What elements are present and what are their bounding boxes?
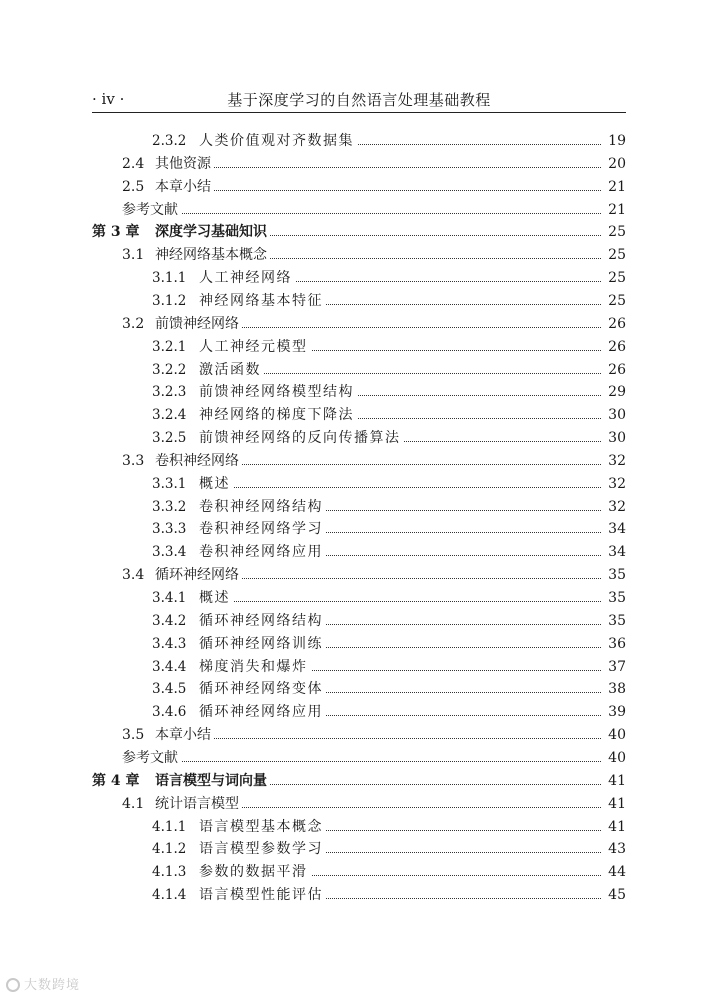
watermark-text: 大数跨境 (24, 978, 81, 993)
toc-entry-title: 循环神经网络 (155, 564, 242, 586)
toc-entry[interactable] (0, 153, 715, 175)
toc-entry-page: 43 (602, 838, 626, 860)
toc-entry[interactable] (0, 656, 715, 678)
toc-entry-number: 2.3.2 (152, 133, 187, 149)
toc-entry-page: 25 (602, 221, 626, 243)
toc-entry[interactable] (0, 564, 715, 586)
toc-entry-number: 3.5 (122, 727, 145, 744)
toc-entry-page: 37 (602, 656, 626, 678)
toc-entry-page: 21 (602, 199, 626, 221)
toc-entry-number: 3.3.2 (152, 498, 187, 515)
toc-entry[interactable] (0, 587, 715, 609)
toc-entry-title: 语言模型基本概念 (199, 816, 326, 838)
toc-entry-number: 3.4.2 (152, 612, 187, 629)
toc-entry-number: 3.1.1 (152, 270, 187, 287)
toc-entry-page: 26 (602, 359, 626, 381)
toc-entry-title: 卷积神经网络 (155, 450, 242, 472)
toc-entry-page: 41 (602, 816, 626, 838)
toc-entry-page: 45 (602, 884, 626, 906)
toc-entry[interactable] (0, 359, 715, 381)
toc-entry[interactable] (0, 290, 715, 312)
header-page-number: · iv · (92, 90, 125, 108)
header-rule (92, 112, 626, 113)
toc-entry[interactable] (0, 221, 715, 243)
toc-entry-title: 循环神经网络结构 (199, 610, 326, 632)
toc-entry[interactable] (0, 884, 715, 906)
toc-entry[interactable] (0, 336, 715, 358)
toc-entry-title: 统计语言模型 (155, 793, 242, 815)
toc-entry-page: 25 (602, 267, 626, 289)
toc-entry-title: 人类价值观对齐数据集 (199, 130, 357, 152)
toc-entry-title: 语言模型参数学习 (199, 838, 326, 860)
toc-entry[interactable] (0, 313, 715, 335)
toc-entry-title: 前馈神经网络的反向传播算法 (199, 427, 404, 449)
toc-dot-leader (155, 167, 609, 168)
toc-entry-page: 35 (602, 587, 626, 609)
toc-entry-number: 3.1 (122, 247, 145, 264)
toc-entry-page: 21 (602, 176, 626, 198)
toc-entry-page: 41 (602, 793, 626, 815)
toc-entry[interactable] (0, 816, 715, 838)
toc-entry-page: 38 (602, 678, 626, 700)
toc-entry-number: 3.2 (122, 315, 145, 332)
toc-entry-title: 循环神经网络变体 (199, 678, 326, 700)
toc-dot-leader (155, 190, 609, 191)
toc-entry-number: 3.2.5 (152, 430, 187, 447)
toc-entry[interactable] (0, 793, 715, 815)
toc-entry-number: 3.2.3 (152, 384, 187, 401)
toc-entry-title: 人工神经元模型 (199, 336, 311, 358)
toc-entry-title: 前馈神经网络模型结构 (199, 381, 357, 403)
toc-entry-page: 44 (602, 861, 626, 883)
toc-entry-title: 参数的数据平滑 (199, 861, 311, 883)
toc-dot-leader (199, 487, 609, 488)
toc-entry-page: 34 (602, 541, 626, 563)
toc-dot-leader (122, 761, 609, 762)
toc-entry-title: 人工神经网络 (199, 267, 295, 289)
toc-entry-page: 40 (602, 724, 626, 746)
toc-entry-title: 神经网络的梯度下降法 (199, 404, 357, 426)
toc-entry-page: 19 (602, 130, 626, 152)
toc-entry[interactable] (0, 176, 715, 198)
toc-entry-number: 3.3 (122, 452, 145, 469)
toc-entry-page: 25 (602, 290, 626, 312)
toc-entry-page: 32 (602, 496, 626, 518)
toc-entry[interactable] (0, 518, 715, 540)
toc-entry-number: 2.5 (122, 178, 145, 195)
toc-entry-number: 3.4.1 (152, 590, 187, 606)
toc-entry-number: 3.4 (122, 567, 145, 584)
toc-entry-page: 20 (602, 153, 626, 175)
toc-entry[interactable] (0, 381, 715, 403)
toc-entry-number: 3.2.1 (152, 338, 187, 355)
toc-entry-number: 3.3.1 (152, 475, 187, 492)
toc-entry-number: 4.1.2 (152, 841, 187, 858)
toc-entry-page: 26 (602, 336, 626, 358)
toc-entry[interactable] (0, 701, 715, 723)
toc-entry[interactable] (0, 770, 715, 792)
toc-entry-title: 语言模型性能评估 (199, 884, 326, 906)
toc-entry[interactable] (0, 244, 715, 266)
toc-entry-title: 本章小结 (155, 176, 214, 198)
watermark-logo-icon (6, 978, 20, 992)
toc-entry-page: 32 (602, 473, 626, 495)
toc-entry-title: 神经网络基本概念 (155, 244, 270, 266)
toc-entry-title: 语言模型与词向量 (155, 770, 270, 792)
toc-entry-page: 30 (602, 427, 626, 449)
toc-entry[interactable] (0, 724, 715, 746)
toc-entry-page: 25 (602, 244, 626, 266)
toc-entry-title: 前馈神经网络 (155, 313, 242, 335)
toc-entry-title: 卷积神经网络应用 (199, 541, 326, 563)
toc-entry-title: 神经网络基本特征 (199, 290, 326, 312)
toc-entry-title: 概述 (199, 587, 233, 609)
toc-entry-number: 4.1.3 (152, 864, 187, 881)
toc-entry-page: 39 (602, 701, 626, 723)
toc-entry[interactable] (0, 404, 715, 426)
toc-entry[interactable] (0, 861, 715, 883)
toc-entry[interactable] (0, 130, 715, 152)
toc-entry[interactable] (0, 747, 715, 769)
toc-dot-leader (122, 213, 609, 214)
toc-entry-page: 34 (602, 518, 626, 540)
toc-entry[interactable] (0, 450, 715, 472)
toc-entry-title: 卷积神经网络学习 (199, 518, 326, 540)
toc-entry-number: 3.3.3 (152, 521, 187, 538)
toc-entry-title: 梯度消失和爆炸 (199, 656, 311, 678)
toc-entry[interactable] (0, 838, 715, 860)
toc-entry-number: 3.4.5 (152, 681, 187, 698)
watermark (6, 974, 80, 993)
toc-entry-title: 深度学习基础知识 (155, 221, 270, 243)
toc-entry-number: 3.2.4 (152, 407, 187, 424)
header-book-title: 基于深度学习的自然语言处理基础教程 (227, 91, 491, 109)
toc-entry-number: 2.4 (122, 155, 145, 172)
toc-entry-number: 3.4.6 (152, 704, 187, 721)
toc-entry-number: 3.4.3 (152, 635, 187, 652)
toc-entry[interactable] (0, 496, 715, 518)
toc-entry-title: 其他资源 (155, 153, 214, 175)
toc-entry-number: 3.1.2 (152, 292, 187, 309)
toc-entry-title: 循环神经网络训练 (199, 633, 326, 655)
toc-entry-page: 40 (602, 747, 626, 769)
toc-entry-page: 35 (602, 610, 626, 632)
toc-entry-page: 41 (602, 770, 626, 792)
toc-entry[interactable] (0, 473, 715, 495)
toc-entry-number: 4.1.4 (152, 887, 187, 904)
toc-dot-leader (155, 738, 609, 739)
toc-entry[interactable] (0, 427, 715, 449)
toc-entry-number: 3.2.2 (152, 361, 187, 378)
toc-entry-page: 35 (602, 564, 626, 586)
toc-entry-page: 32 (602, 450, 626, 472)
toc-entry[interactable] (0, 267, 715, 289)
toc-entry-page: 26 (602, 313, 626, 335)
toc-entry-page: 29 (602, 381, 626, 403)
toc-dot-leader (199, 601, 609, 602)
toc-entry-title: 概述 (199, 473, 233, 495)
toc-entry-number: 3.3.4 (152, 544, 187, 561)
toc-entry-number: 4.1 (122, 795, 145, 812)
running-header (92, 86, 626, 112)
toc-entry-title: 激活函数 (199, 359, 264, 381)
toc-entry-number: 4.1.1 (152, 818, 187, 835)
toc-entry[interactable] (0, 199, 715, 221)
toc-entry-number: 第 3 章 (92, 224, 140, 241)
toc-entry-title: 参考文献 (122, 747, 181, 769)
toc-entry[interactable] (0, 678, 715, 700)
toc-entry[interactable] (0, 633, 715, 655)
toc-entry-number: 3.4.4 (152, 658, 187, 675)
toc-entry-page: 36 (602, 633, 626, 655)
toc-entry-page: 30 (602, 404, 626, 426)
toc-entry-title: 卷积神经网络结构 (199, 496, 326, 518)
toc-entry-title: 循环神经网络应用 (199, 701, 326, 723)
toc-entry[interactable] (0, 610, 715, 632)
toc-entry-number: 第 4 章 (92, 772, 140, 789)
toc-entry-title: 参考文献 (122, 199, 181, 221)
toc-entry[interactable] (0, 541, 715, 563)
toc-entry-title: 本章小结 (155, 724, 214, 746)
